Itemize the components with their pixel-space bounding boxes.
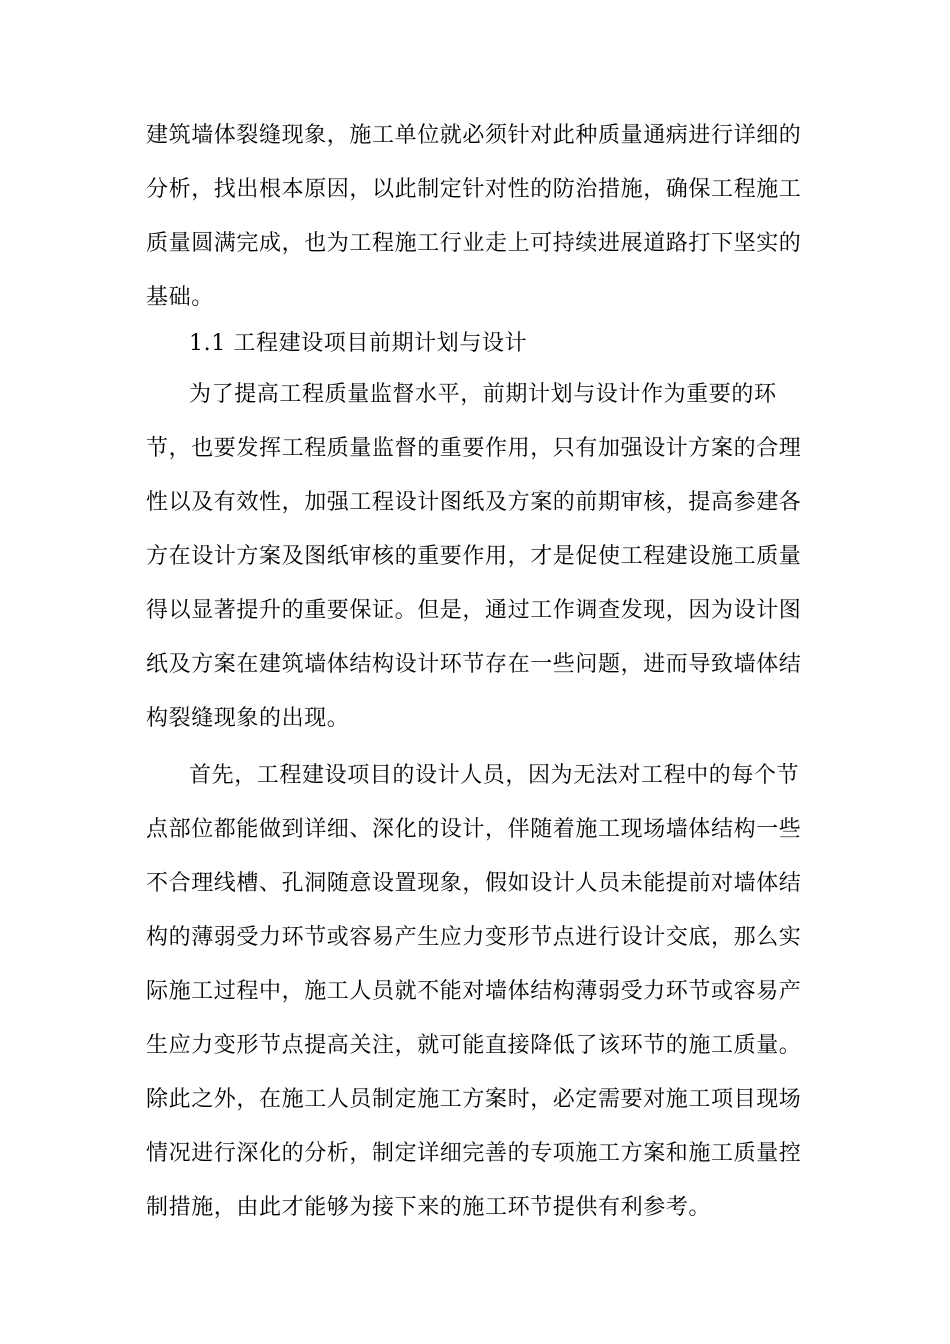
body-text-line: 际施工过程中，施工人员就不能对墙体结构薄弱受力环节或容易产	[146, 979, 802, 1004]
body-text-line: 质量圆满完成，也为工程施工行业走上可持续进展道路打下坚实的	[146, 231, 802, 256]
body-text-line: 生应力变形节点提高关注，就可能直接降低了该环节的施工质量。	[146, 1033, 802, 1058]
body-text-line: 建筑墙体裂缝现象，施工单位就必须针对此种质量通病进行详细的	[146, 123, 802, 148]
section-heading: 1.1 工程建设项目前期计划与设计	[189, 331, 528, 356]
body-text-line: 基础。	[146, 285, 214, 310]
body-text-line: 除此之外，在施工人员制定施工方案时，必定需要对施工项目现场	[146, 1087, 802, 1112]
body-text-line: 点部位都能做到详细、深化的设计，伴随着施工现场墙体结构一些	[146, 817, 802, 842]
body-text-line: 纸及方案在建筑墙体结构设计环节存在一些问题，进而导致墙体结	[146, 652, 802, 677]
body-text-line: 构裂缝现象的出现。	[146, 706, 350, 731]
body-text-line: 分析，找出根本原因，以此制定针对性的防治措施，确保工程施工	[146, 177, 802, 202]
body-text-line: 构的薄弱受力环节或容易产生应力变形节点进行设计交底，那么实	[146, 925, 802, 950]
body-text-line: 制措施，由此才能够为接下来的施工环节提供有利参考。	[146, 1195, 712, 1220]
body-text-line: 不合理线槽、孔洞随意设置现象，假如设计人员未能提前对墙体结	[146, 871, 802, 896]
body-text-line: 性以及有效性，加强工程设计图纸及方案的前期审核，提高参建各	[146, 490, 802, 515]
body-text-line: 为了提高工程质量监督水平，前期计划与设计作为重要的环	[189, 382, 777, 407]
body-text-line: 首先，工程建设项目的设计人员，因为无法对工程中的每个节	[189, 763, 800, 788]
body-text-line: 方在设计方案及图纸审核的重要作用，才是促使工程建设施工质量	[146, 544, 802, 569]
body-text-line: 节，也要发挥工程质量监督的重要作用，只有加强设计方案的合理	[146, 436, 802, 461]
body-text-line: 情况进行深化的分析，制定详细完善的专项施工方案和施工质量控	[146, 1141, 802, 1166]
body-text-line: 得以显著提升的重要保证。但是，通过工作调查发现，因为设计图	[146, 598, 802, 623]
